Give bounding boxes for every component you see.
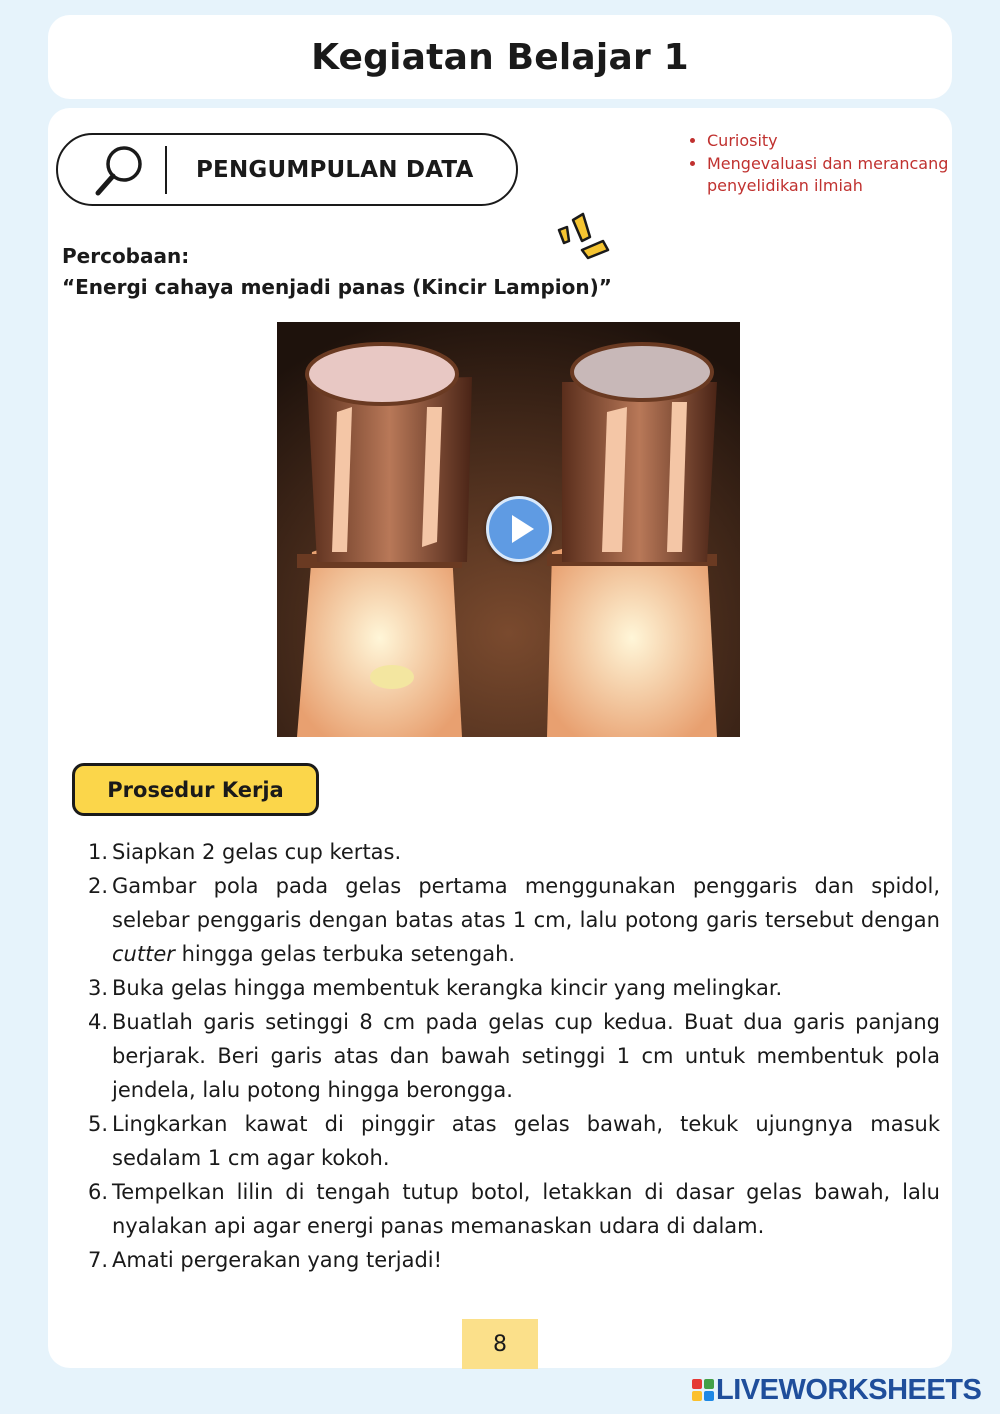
step-item (88, 835, 940, 869)
experiment-heading (62, 241, 702, 303)
step-number: 7. (88, 1248, 109, 1272)
brand-name: LIVEWORKSHEETS (716, 1373, 982, 1406)
step-number: 2. (88, 874, 109, 898)
step-text-tail: hingga gelas terbuka setengah. (181, 942, 516, 966)
page-number: 8 (462, 1319, 538, 1369)
search-icon (92, 143, 146, 199)
step-text: Amati pergerakan yang terjadi! (112, 1248, 443, 1272)
liveworksheets-icon (692, 1379, 714, 1401)
play-button[interactable] (486, 496, 552, 562)
step-text: Lingkarkan kawat di pinggir atas gelas bawah, tekuk ujungnya masuk sedalam 1 cm agar kokoh. (112, 1112, 940, 1170)
step-item (88, 1175, 940, 1243)
title-card (48, 15, 952, 99)
section-header (56, 133, 518, 206)
skills-list (685, 130, 957, 198)
step-text-italic: cutter (112, 942, 175, 966)
video-player[interactable] (277, 322, 740, 737)
step-item (88, 1243, 940, 1277)
step-number: 3. (88, 976, 109, 1000)
divider (165, 146, 167, 194)
page-title: Kegiatan Belajar 1 (311, 36, 689, 78)
step-text (112, 869, 940, 971)
step-item (88, 869, 940, 971)
step-number: 5. (88, 1112, 109, 1136)
step-number: 4. (88, 1010, 109, 1034)
step-text: Buka gelas hingga membentuk kerangka kincir yang melingkar. (112, 976, 783, 1000)
step-item (88, 971, 940, 1005)
step-number: 6. (88, 1180, 109, 1204)
skill-item: • Mengevaluasi dan merancang penyelidikan ilmiah (707, 153, 957, 198)
skill-item: • Curiosity (707, 130, 957, 153)
step-item (88, 1005, 940, 1107)
experiment-name: “Energi cahaya menjadi panas (Kincir Lampion)” (62, 275, 612, 299)
procedure-steps (88, 835, 940, 1277)
step-number: 1. (88, 840, 109, 864)
section-title: PENGUMPULAN DATA (196, 157, 474, 183)
experiment-label: Percobaan: (62, 244, 190, 268)
step-item (88, 1107, 940, 1175)
brand-logo[interactable] (692, 1374, 981, 1406)
step-text: Siapkan 2 gelas cup kertas. (112, 840, 402, 864)
step-text: Buatlah garis setinggi 8 cm pada gelas cup kedua. Buat dua garis panjang berjarak. Beri garis atas dan bawah setinggi 1 cm untuk membentuk pola jendela, lalu potong hingga berongga. (112, 1010, 940, 1102)
step-text-main: Gambar pola pada gelas pertama menggunakan penggaris dan spidol, selebar penggaris dengan batas atas 1 cm, lalu potong garis tersebut dengan (112, 874, 940, 932)
procedure-badge: Prosedur Kerja (72, 763, 319, 816)
step-text: Tempelkan lilin di tengah tutup botol, letakkan di dasar gelas bawah, lalu nyalakan api agar energi panas memanaskan udara di dalam. (112, 1180, 940, 1238)
play-icon (512, 515, 534, 543)
